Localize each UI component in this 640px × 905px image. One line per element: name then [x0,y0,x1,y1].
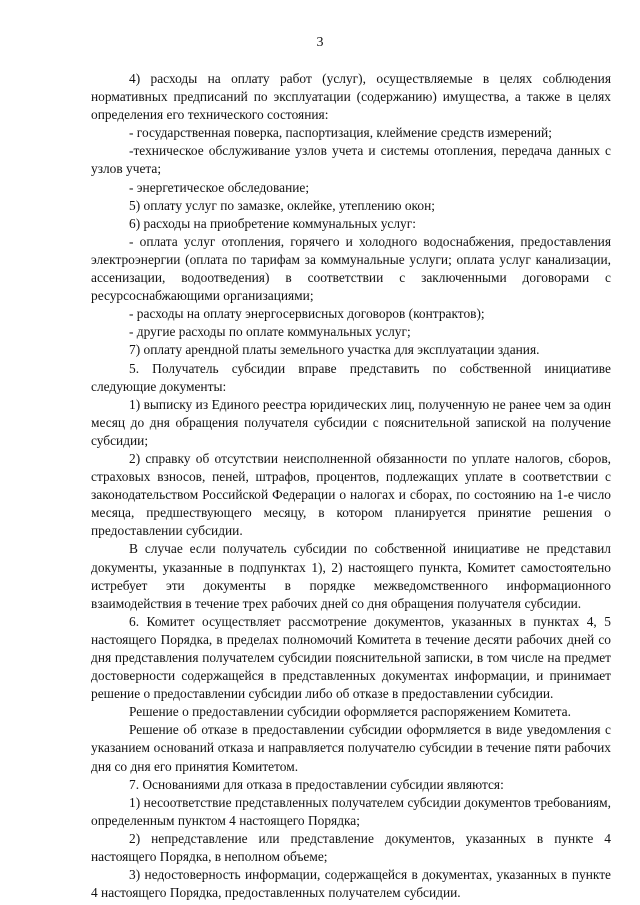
paragraph-expenses-works: 4) расходы на оплату работ (услуг), осуществляемые в целях соблюдения нормативных предписаний по эксплуатации (содержанию) имущества, а также в целях определения его технического состояния: [91,71,611,123]
paragraph-incomplete: 2) непредставление или представление документов, указанных в пункте 4 настоящего Порядка, в неполном объеме; [91,830,611,865]
paragraph-windows: 5) оплату услуг по замазке, оклейке, утеплению окон; [129,197,435,213]
document-body [91,70,611,902]
paragraph-other-utilities: - другие расходы по оплате коммунальных услуг; [129,324,411,340]
paragraph-energy-contracts: - расходы на оплату энергосервисных договоров (контрактов); [129,306,485,322]
paragraph-committee-request: В случае если получатель субсидии по собственной инициативе не представил документы, указанные в подпунктах 1), 2) настоящего пункта, Комитет самостоятельно истребует эти документы в порядке межведомственного информационного взаимодействия в течение трех рабочих дней со дня обращения получателя субсидии. [91,541,611,611]
page-number: 3 [316,35,324,50]
paragraph-clause-5: 5. Получатель субсидии вправе представить по собственной инициативе следующие документы: [91,360,611,394]
paragraph-land-rent: 7) оплату арендной платы земельного участка для эксплуатации здания. [129,342,540,358]
paragraph-utilities: 6) расходы на приобретение коммунальных услуг: [129,215,416,231]
paragraph-utility-payments: - оплата услуг отопления, горячего и холодного водоснабжения, предоставления электроэнергии (оплата по тарифам за коммунальные услуги; оплата услуг канализации, ассенизации, водоотведения) в соответствии с заключенными договорами с ресурсоснабжающими организациями; [91,233,611,304]
paragraph-refusal-notice: Решение об отказе в предоставлении субсидии оформляется в виде уведомления с указанием оснований отказа и направляется получателю субсидии в течение пяти рабочих дня со дня его принятия Комитетом. [91,722,611,774]
paragraph-registry-extract: 1) выписку из Единого реестра юридических лиц, полученную не ранее чем за один месяц до дня обращения получателя субсидии с пояснительной запиской на получение субсидии; [91,396,611,448]
paragraph-verification: - государственная поверка, паспортизация, клеймение средств измерений; [129,125,552,141]
paragraph-nonconformity: 1) несоответствие представленных получателем субсидии документов требованиям, определенным пунктом 4 настоящего Порядка; [91,794,611,828]
paragraph-clause-6: 6. Комитет осуществляет рассмотрение документов, указанных в пунктах 4, 5 настоящего Порядка, в пределах полномочий Комитета в течение десяти рабочих дней со дня представления получателем субсидии пояснительной записки, в том числе на предмет достоверности содержащейся в представленных документах информации, и принимает решение о предоставлении субсидии либо об отказе в предоставлении субсидии. [91,613,611,702]
paragraph-decision-order: Решение о предоставлении субсидии оформляется распоряжением Комитета. [129,704,571,720]
paragraph-maintenance: -техническое обслуживание узлов учета и системы отопления, передача данных с узлов учета; [91,143,611,177]
paragraph-energy-survey: - энергетическое обследование; [129,179,310,195]
paragraph-tax-certificate: 2) справку об отсутствии неисполненной обязанности по уплате налогов, сборов, страховых взносов, пеней, штрафов, процентов, подлежащих уплате в соответствии с законодательством Российской Федерации о налогах и сборах, по состоянию на 1-е число месяца, предшествующего месяцу, в котором планируется принятие решения о предоставлении субсидии. [91,450,611,539]
paragraph-inaccuracy: 3) недостоверность информации, содержащейся в документах, указанных в пункте 4 настоящего Порядка, предоставленных получателем субсидии. [91,867,611,901]
paragraph-clause-7: 7. Основаниями для отказа в предоставлении субсидии являются: [129,776,504,792]
